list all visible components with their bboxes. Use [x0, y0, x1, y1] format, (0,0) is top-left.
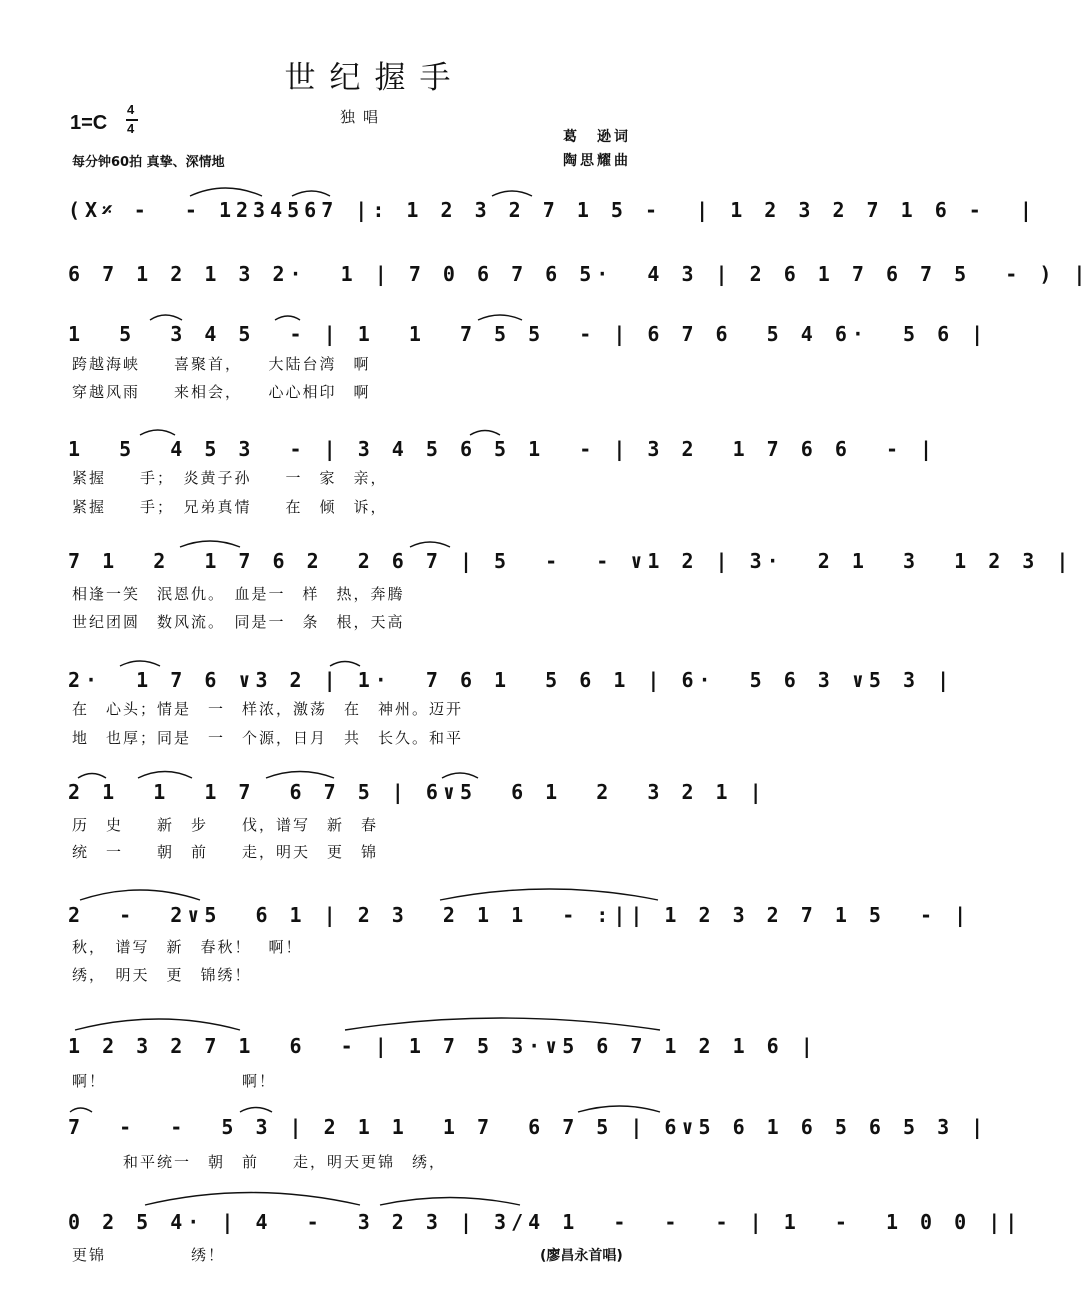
staff-7-notes: 2 1 1 1 7 6 7 5 | 6∨5 6 1 2 3 2 1 |	[68, 780, 767, 804]
slur-arc	[190, 188, 262, 196]
staff-4-lyrics-verse-2: 紧握 手； 兄弟真情 在 倾 诉，	[72, 498, 388, 516]
staff-11-notes: 0 2 5 4· | 4 - 3 2 3 | 3/4 1 - - - | 1 - 1 0 0 ||	[68, 1210, 1023, 1234]
slur-arc	[380, 1198, 520, 1206]
staff-8-lyrics-verse-1: 秋， 谱写 新 春秋！ 啊！	[72, 938, 303, 956]
slur-arc	[410, 542, 450, 547]
slur-arc	[292, 191, 330, 196]
composer-credit: 陶思耀曲	[563, 153, 631, 169]
slur-arc	[440, 889, 658, 900]
slur-arc	[150, 315, 182, 320]
singer-credit: (廖昌永首唱)	[540, 1248, 623, 1264]
slur-arc	[492, 191, 532, 196]
time-signature-top: 4	[127, 102, 135, 117]
staff-5-notes: 7 1 2 1 7 6 2 2 6 7 | 5 - - ∨1 2 | 3· 2 1 3 1 2 3 |	[68, 549, 1074, 573]
staff-10-notes: 7 - - 5 3 | 2 1 1 1 7 6 7 5 | 6∨5 6 1 6 5 6 5 3 |	[68, 1115, 989, 1139]
staff-3-lyrics-verse-2: 穿越风雨 来相会， 心心相印 啊	[72, 383, 371, 401]
slur-arc	[145, 1193, 360, 1206]
time-signature-bottom: 4	[127, 121, 135, 136]
staff-5-lyrics-verse-2: 世纪团圆 数风流。 同是一 条 根，天高	[72, 613, 405, 631]
slur-arc	[470, 431, 500, 436]
slur-arc	[140, 430, 175, 435]
staff-8-lyrics-verse-2: 绣， 明天 更 锦绣！	[72, 966, 252, 984]
staff-11-lyrics: 更锦 绣！	[72, 1246, 226, 1264]
staff-7-lyrics-verse-2: 统 一 朝 前 走，明天 更 锦	[72, 843, 379, 861]
slur-arc	[578, 1106, 660, 1112]
slur-arc	[70, 1108, 92, 1112]
slur-arc	[240, 1108, 272, 1113]
staff-9-lyrics: 啊！ 啊！	[72, 1072, 277, 1090]
slur-arc	[330, 662, 360, 667]
key-signature: 1=C	[70, 112, 108, 134]
performance-type: 独唱	[340, 108, 387, 126]
staff-6-notes: 2· 1 7 6 ∨3 2 | 1· 7 6 1 5 6 1 | 6· 5 6 3 ∨5 3 |	[68, 668, 955, 692]
staff-3-notes: 1 5 3 4 5 - | 1 1 7 5 5 - | 6 7 6 5 4 6· 5 6 |	[68, 322, 989, 346]
slur-arc	[80, 890, 200, 900]
staff-9-notes: 1 2 3 2 7 1 6 - | 1 7 5 3·∨5 6 7 1 2 1 6 |	[68, 1034, 818, 1058]
staff-6-lyrics-verse-1: 在 心头；情是 一 样浓，激荡 在 神州。迈开	[72, 700, 464, 718]
slur-arc	[138, 772, 192, 779]
staff-7-lyrics-verse-1: 历 史 新 步 伐，谱写 新 春	[72, 816, 379, 834]
slur-arc	[478, 315, 522, 320]
slur-arc	[75, 1019, 240, 1030]
staff-6-lyrics-verse-2: 地 也厚；同是 一 个源，日月 共 长久。和平	[72, 729, 464, 747]
tempo-marking: 每分钟60拍 真挚、深情地	[72, 155, 225, 170]
song-title: 世纪握手	[284, 60, 465, 96]
staff-5-lyrics-verse-1: 相逢一笑 泯恩仇。 血是一 样 热，奔腾	[72, 585, 405, 603]
staff-10-lyrics: 和平统一 朝 前 走，明天更锦 绣，	[72, 1153, 447, 1171]
slur-arc	[180, 541, 240, 547]
staff-1-notes: (X𝄎 - - 1234567 |: 1 2 3 2 7 1 5 - | 1 2 3 2 7 1 6 - |	[68, 198, 1037, 222]
lyricist-credit: 葛 逊词	[563, 129, 631, 145]
staff-8-notes: 2 - 2∨5 6 1 | 2 3 2 1 1 - :|| 1 2 3 2 7 1 5 - |	[68, 903, 972, 927]
slur-arc	[266, 772, 334, 779]
slur-arc	[442, 773, 478, 778]
slur-arc	[120, 661, 160, 666]
staff-4-lyrics-verse-1: 紧握 手； 炎黄子孙 一 家 亲，	[72, 469, 388, 487]
staff-3-lyrics-verse-1: 跨越海峡 喜聚首， 大陆台湾 啊	[72, 355, 371, 373]
staff-2-notes: 6 7 1 2 1 3 2· 1 | 7 0 6 7 6 5· 4 3 | 2 6 1 7 6 7 5 - ) |	[68, 262, 1090, 286]
slur-arc	[345, 1018, 660, 1030]
slur-arc	[78, 774, 106, 779]
slur-arc	[275, 316, 300, 320]
staff-4-notes: 1 5 4 5 3 - | 3 4 5 6 5 1 - | 3 2 1 7 6 6 - |	[68, 437, 938, 461]
